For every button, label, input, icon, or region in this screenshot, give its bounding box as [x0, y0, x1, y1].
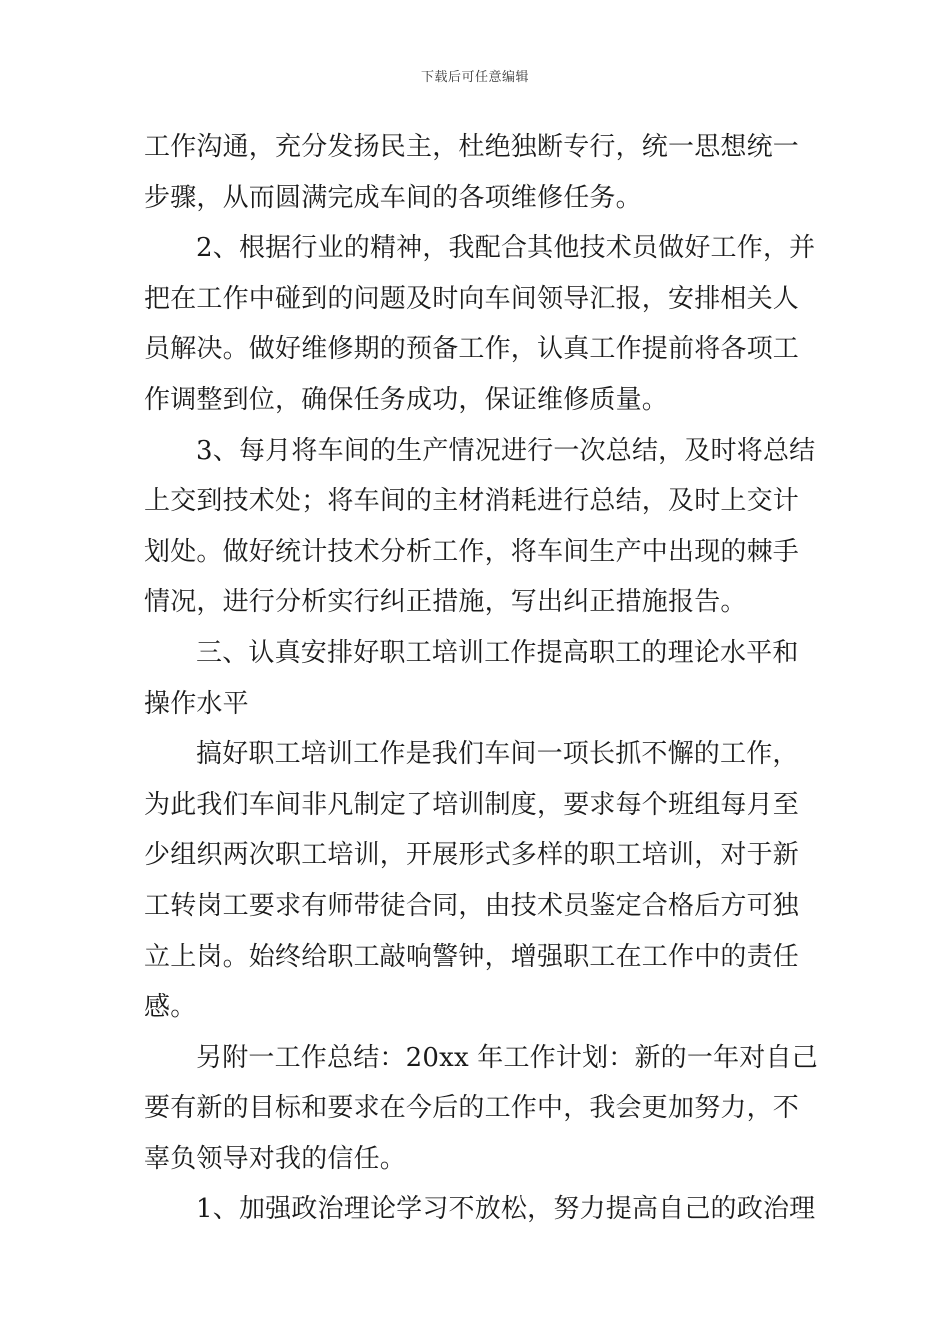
text-line: 三、认真安排好职工培训工作提高职工的理论水平和 [196, 637, 799, 668]
document-body [144, 122, 818, 1235]
text-line: 为此我们车间非凡制定了培训制度，要求每个班组每月至 [144, 789, 800, 820]
text-line: 工作沟通，充分发扬民主，杜绝独断专行，统一思想统一 [144, 132, 800, 162]
text-line: 操作水平 [144, 688, 249, 719]
text-line: 另附一工作总结：20xx 年工作计划：新的一年对自己 [196, 1042, 818, 1073]
text-line: 工转岗工要求有师带徒合同，由技术员鉴定合格后方可独 [144, 890, 800, 921]
text-line: 把在工作中碰到的问题及时向车间领导汇报，安排相关人 [144, 283, 800, 314]
text-line: 上交到技术处；将车间的主材消耗进行总结，及时上交计 [144, 486, 800, 517]
text-line: 情况，进行分析实行纠正措施，写出纠正措施报告。 [144, 587, 747, 618]
text-line: 步骤，从而圆满完成车间的各项维修任务。 [144, 182, 642, 213]
text-line: 作调整到位，确保任务成功，保证维修质量。 [144, 384, 669, 415]
text-line: 2、根据行业的精神，我配合其他技术员做好工作，并 [196, 233, 816, 264]
text-line: 少组织两次职工培训，开展形式多样的职工培训，对于新 [144, 840, 800, 871]
text-line: 划处。做好统计技术分析工作，将车间生产中出现的棘手 [144, 536, 800, 567]
text-line: 搞好职工培训工作是我们车间一项长抓不懈的工作， [196, 739, 799, 770]
text-line: 立上岗。始终给职工敲响警钟，增强职工在工作中的责任 [144, 941, 800, 972]
text-line: 员解决。做好维修期的预备工作，认真工作提前将各项工 [144, 334, 800, 365]
text-line: 要有新的目标和要求在今后的工作中，我会更加努力，不 [144, 1093, 800, 1124]
text-line: 辜负领导对我的信任。 [144, 1143, 407, 1174]
text-line: 感。 [144, 992, 197, 1023]
text-line: 1、加强政治理论学习不放松，努力提高自己的政治理 [196, 1194, 816, 1225]
page-header: 下载后可任意编辑 [420, 70, 529, 85]
text-line: 3、每月将车间的生产情况进行一次总结，及时将总结 [196, 435, 816, 466]
